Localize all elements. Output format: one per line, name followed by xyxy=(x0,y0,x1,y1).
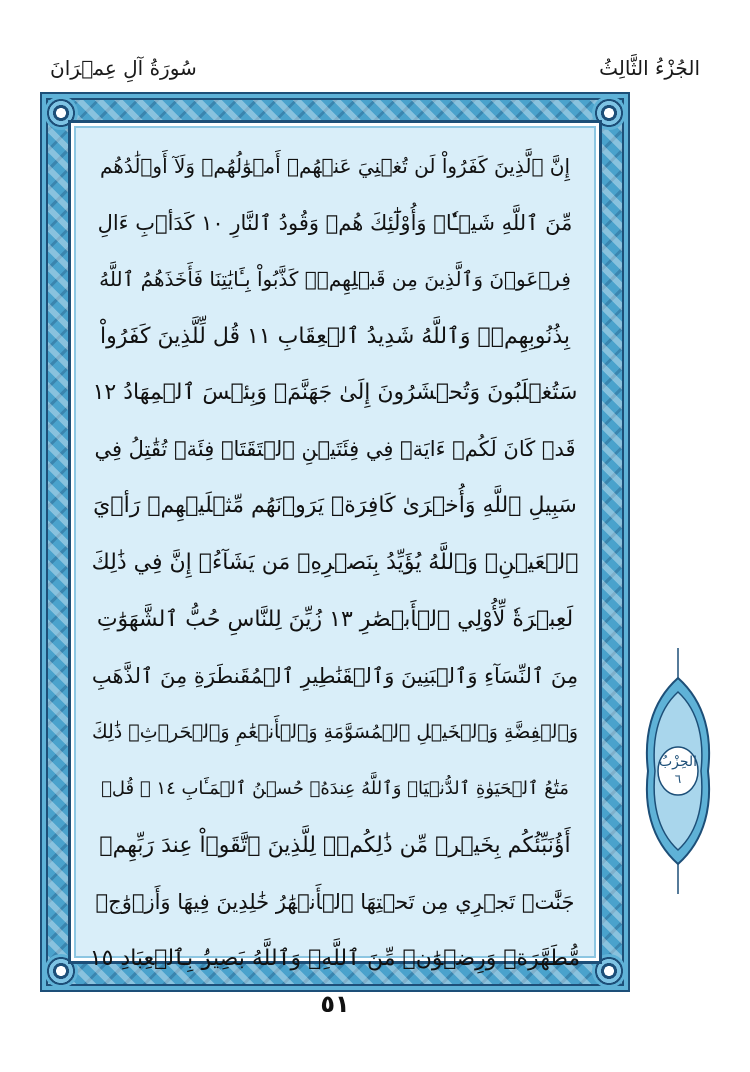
hizb-label: الحِزْبُ xyxy=(658,754,698,770)
verse-line: مِنَ ٱلنِّسَآءِ وَٱلۡبَنِينَ وَٱلۡقَنَٰطِيرِ ٱلۡمُقَنطَرَةِ مِنَ ٱلذَّهَبِ xyxy=(91,663,579,688)
verse-lines xyxy=(90,138,580,972)
page-header xyxy=(40,50,710,90)
verse-line: فِرۡعَوۡنَ وَٱلَّذِينَ مِن قَبۡلِهِمۡۚ كَذَّبُواْ بِـَٔايَٰتِنَا فَأَخَذَهُمُ ٱللَّهُ xyxy=(99,267,571,292)
surah-name: سُورَةُ آلِ عِمۡرَانَ xyxy=(50,56,197,80)
verse-line: لَعِبۡرَةٗ لِّأُوْلِي ٱلۡأَبۡصَٰرِ ١٣ زُيِّنَ لِلنَّاسِ حُبُّ ٱلشَّهَوَٰتِ xyxy=(96,606,574,632)
verse-line: مَتَٰعُ ٱلۡحَيَوٰةِ ٱلدُّنۡيَاۖ وَٱللَّهُ عِندَهُۥ حُسۡنُ ٱلۡمَـَٔابِ ١٤ ۞ قُلۡ xyxy=(101,778,569,800)
verse-text-area xyxy=(74,126,596,972)
hizb-marker xyxy=(640,648,716,894)
verse-line: مُّطَهَّرَةٞ وَرِضۡوَٰنٞ مِّنَ ٱللَّهِۗ وَٱللَّهُ بَصِيرُۢ بِٱلۡعِبَادِ ١٥ xyxy=(90,946,580,972)
verse-line: جَنَّٰتٞ تَجۡرِي مِن تَحۡتِهَا ٱلۡأَنۡهَٰرُ خَٰلِدِينَ فِيهَا وَأَزۡوَٰجٞ xyxy=(95,890,575,915)
hizb-number: ٦ xyxy=(674,772,682,786)
juz-name: الجُزْءُ الثَّالِثُ xyxy=(599,56,700,80)
hizb-ornament-icon xyxy=(640,648,716,894)
verse-line: بِذُنُوبِهِمۡۗ وَٱللَّهُ شَدِيدُ ٱلۡعِقَابِ ١١ قُل لِّلَّذِينَ كَفَرُواْ xyxy=(99,323,571,349)
ornamental-frame xyxy=(40,92,630,992)
verse-line: سَتُغۡلَبُونَ وَتُحۡشَرُونَ إِلَىٰ جَهَنَّمَۖ وَبِئۡسَ ٱلۡمِهَادُ ١٢ xyxy=(92,380,578,406)
verse-line: وَٱلۡفِضَّةِ وَٱلۡخَيۡلِ ٱلۡمُسَوَّمَةِ وَٱلۡأَنۡعَٰمِ وَٱلۡحَرۡثِۗ ذَٰلِكَ xyxy=(91,721,579,744)
verse-line: قَدۡ كَانَ لَكُمۡ ءَايَةٞ فِي فِئَتَيۡنِ ٱلۡتَقَتَاۖ فِئَةٞ تُقَٰتِلُ فِي xyxy=(94,437,576,462)
page-number: ٥١ xyxy=(320,990,350,1018)
verse-line: سَبِيلِ ٱللَّهِ وَأُخۡرَىٰ كَافِرَةٞ يَرَوۡنَهُم مِّثۡلَيۡهِمۡ رَأۡيَ xyxy=(93,493,577,519)
verse-line: ٱلۡعَيۡنِۚ وَٱللَّهُ يُؤَيِّدُ بِنَصۡرِهِۦ مَن يَشَآءُۚ إِنَّ فِي ذَٰلِكَ xyxy=(91,549,579,575)
verse-line: إِنَّ ٱلَّذِينَ كَفَرُواْ لَن تُغۡنِيَ عَنۡهُمۡ أَمۡوَٰلُهُمۡ وَلَآ أَوۡلَٰدُهُم xyxy=(99,154,571,179)
verse-line: مِّنَ ٱللَّهِ شَيۡـٔٗاۖ وَأُوْلَٰٓئِكَ هُمۡ وَقُودُ ٱلنَّارِ ١٠ كَدَأۡبِ ءَالِ xyxy=(97,210,573,235)
verse-line: أَؤُنَبِّئُكُم بِخَيۡرٖ مِّن ذَٰلِكُمۡۖ لِلَّذِينَ ٱتَّقَوۡاْ عِندَ رَبِّهِمۡ xyxy=(99,832,571,858)
